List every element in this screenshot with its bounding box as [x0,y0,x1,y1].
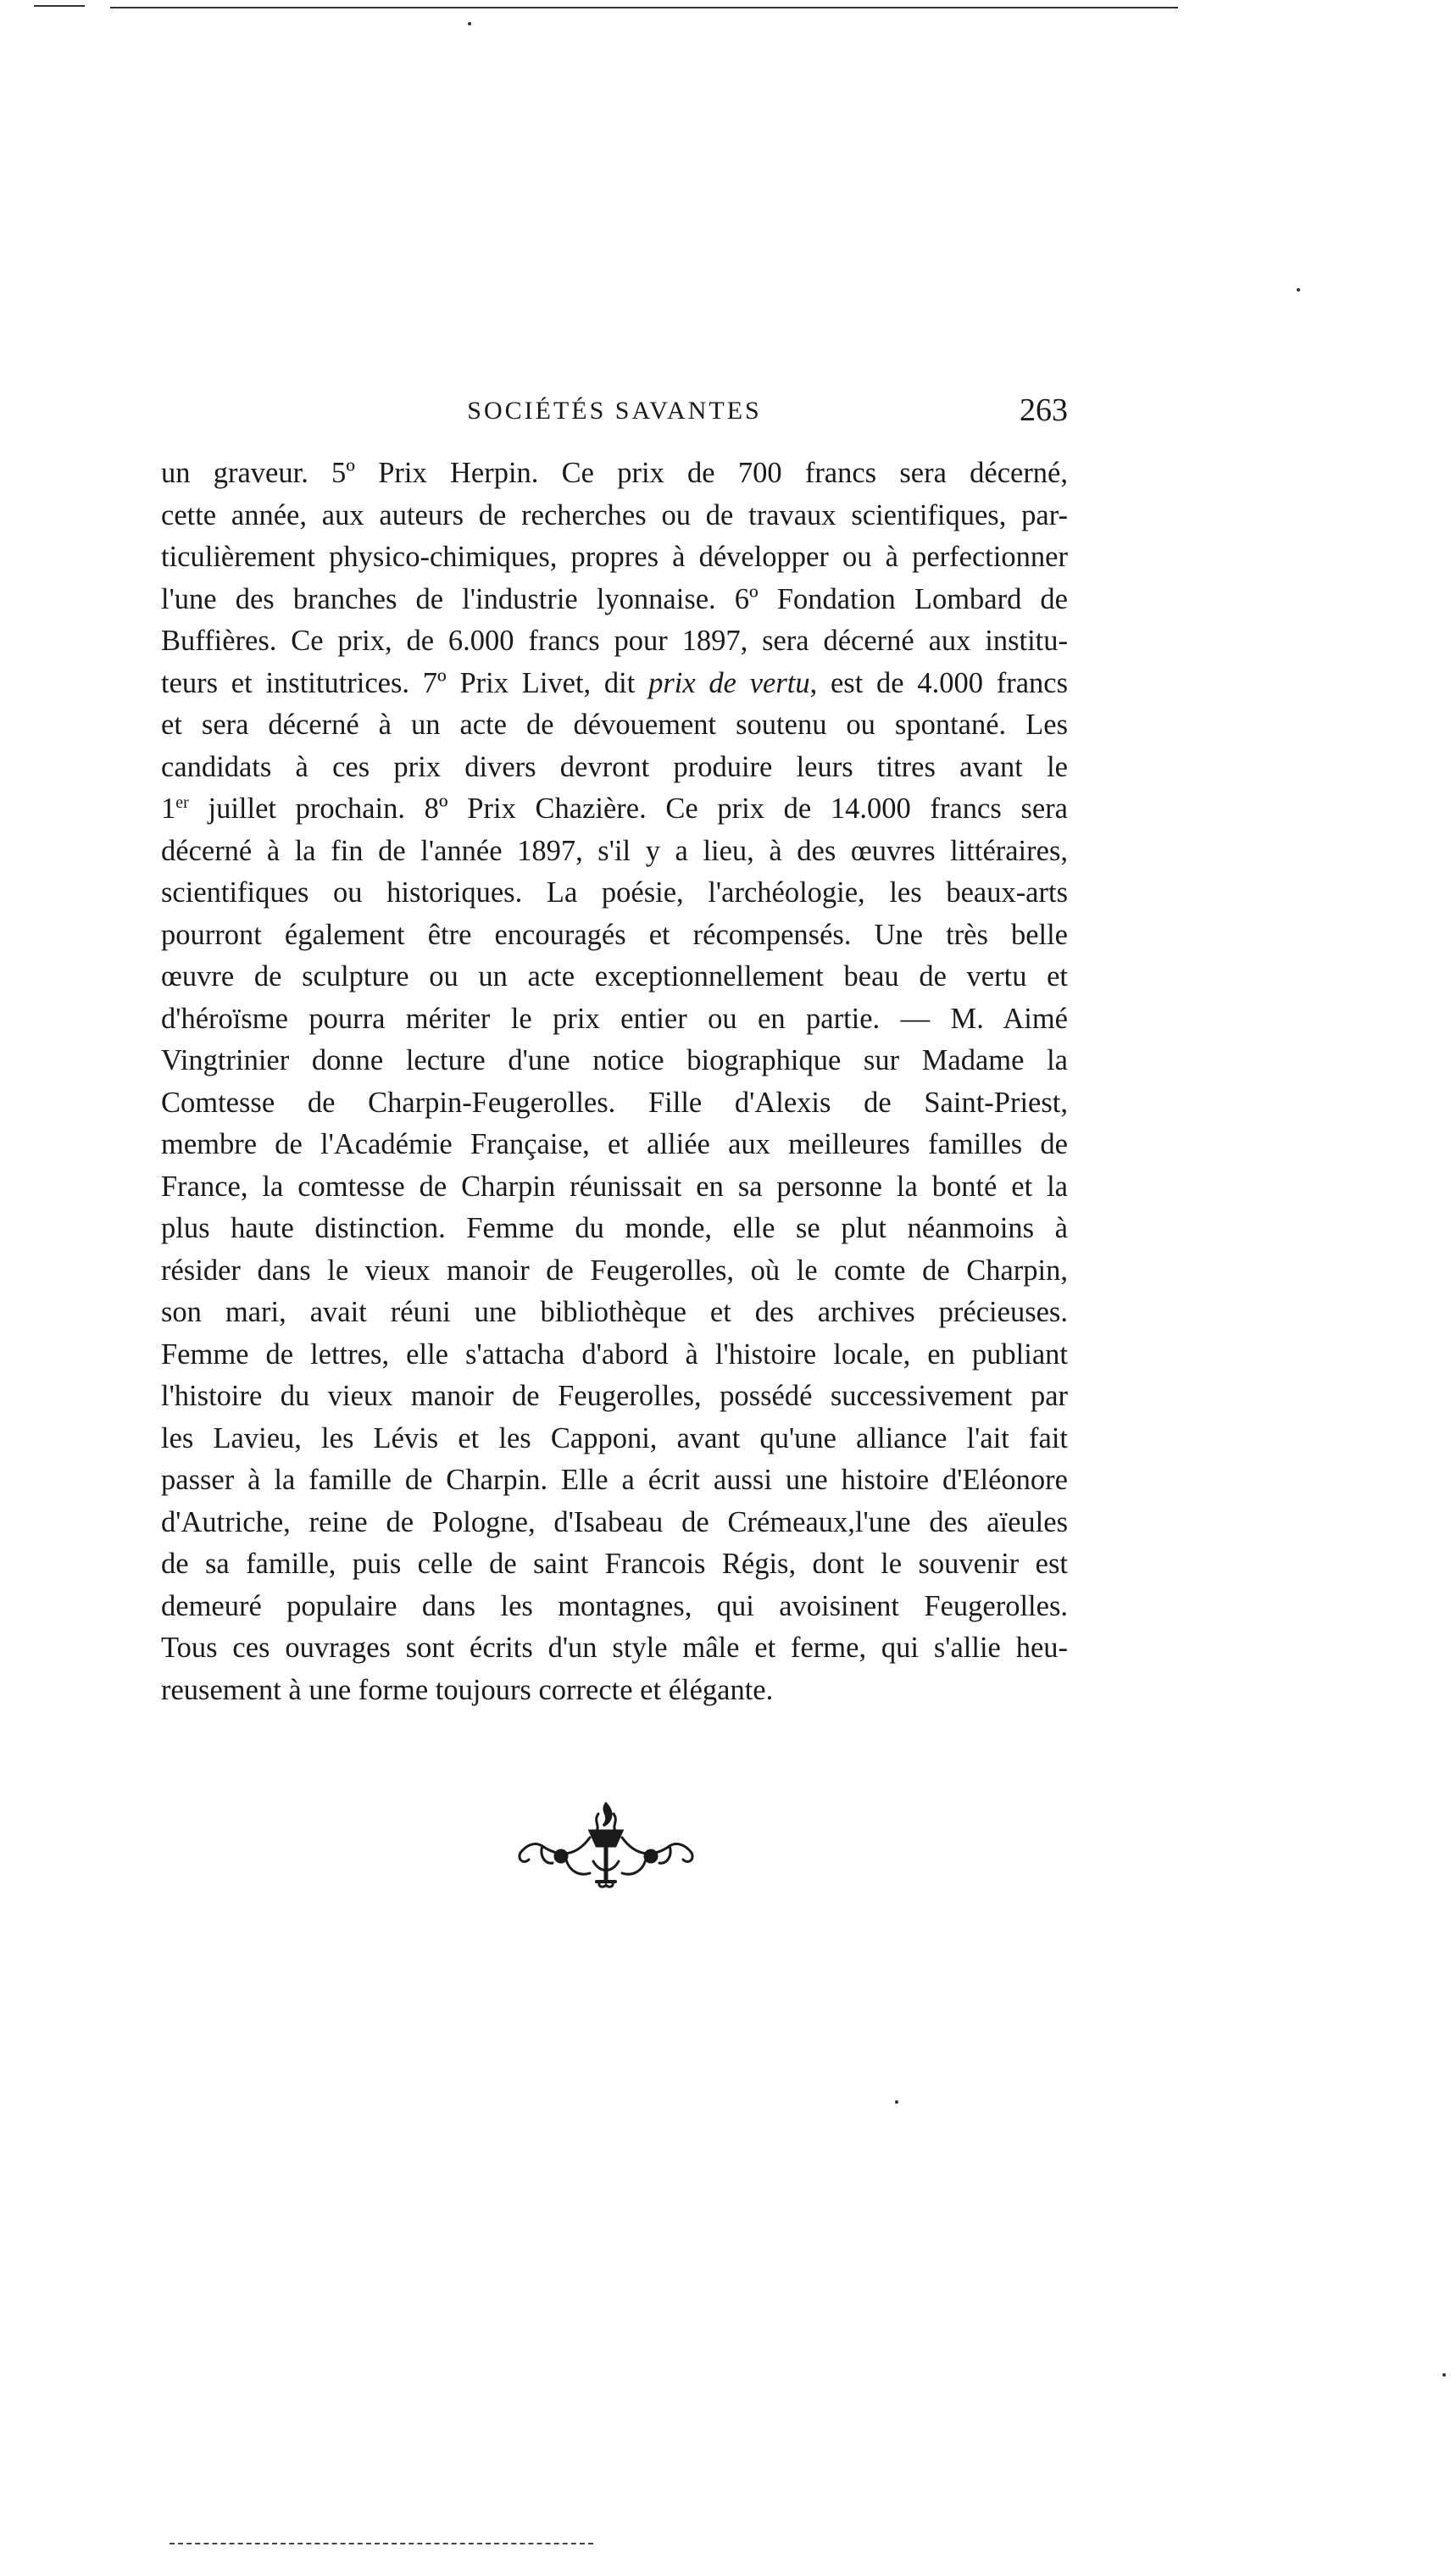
text-line [161,1670,1068,1712]
ornament [508,1797,703,1890]
text-line [161,1627,1068,1670]
torch-garland-fleuron-icon [508,1797,703,1890]
text-line-segment: Buffières. Ce prix, de 6.000 francs pour 1897, sera décerné aux institu- [161,625,1068,657]
text-line-segment: juillet prochain. 8º Prix Chazière. Ce prix de 14.000 francs sera [188,792,1068,825]
text-line [161,1208,1068,1250]
text-line-segment: Femme de lettres, elle s'attacha d'abord à l'histoire locale, en publiant [161,1337,1068,1371]
scan-speck [895,2100,898,2104]
text-line-segment: Vingtrinier donne lecture d'une notice biographique sur Madame la [161,1044,1068,1076]
italic-phrase: prix de vertu [648,666,810,699]
text-line [161,956,1068,998]
text-line-segment: passer à la famille de Charpin. Elle a écrit aussi une histoire d'Eléonore [161,1464,1068,1496]
text-line-segment: France, la comtesse de Charpin réunissait en sa personne la bonté et la [161,1170,1068,1203]
superscript: er [175,793,189,812]
text-line [161,1040,1068,1082]
text-line-segment: 1 [161,792,176,825]
text-line [161,1460,1068,1502]
text-line-segment: ticulièrement physico-chimiques, propres à développer ou à perfectionner [161,541,1068,573]
text-line [161,831,1068,873]
body-text [161,453,1068,1711]
page-number: 263 [1020,392,1068,428]
running-title: SOCIÉTÉS SAVANTES [467,397,762,425]
text-line [161,747,1068,789]
scan-speck [1297,288,1300,292]
text-line-segment: décerné à la fin de l'année 1897, s'il y a lieu, à des œuvres littéraires, [161,834,1068,867]
text-line [161,872,1068,915]
running-head [161,392,1068,442]
text-line-segment: d'héroïsme pourra mériter le prix entier ou en partie. — M. Aimé [161,1002,1068,1035]
text-line-segment: Comtesse de Charpin-Feugerolles. Fille d'Alexis de Saint-Priest, [161,1086,1068,1119]
text-line-segment: œuvre de sculpture ou un acte exceptionnellement beau de vertu et [161,960,1068,993]
text-line-segment: scientifiques ou historiques. La poésie, l'archéologie, les beaux-arts [161,876,1068,909]
text-line-segment: reusement à une forme toujours correcte et élégante. [161,1673,774,1706]
text-line [161,579,1068,621]
text-line-segment: son mari, avait réuni une bibliothèque et des archives précieuses. [161,1296,1068,1328]
text-line [161,998,1068,1041]
text-line [161,663,1068,705]
text-line-segment: l'une des branches de l'industrie lyonnaise. 6º Fondation Lombard de [161,582,1068,615]
scan-edge-rule-bottom [169,2543,593,2544]
scan-edge-rule [110,7,1178,8]
text-line-segment: cette année, aux auteurs de recherches ou de travaux scientifiques, par- [161,498,1068,531]
text-line-segment: et sera décerné à un acte de dévouement soutenu ou spontané. Les [161,709,1068,741]
text-line [161,1586,1068,1628]
text-line [161,1292,1068,1334]
text-line [161,788,1068,831]
text-line [161,1082,1068,1125]
text-line [161,1166,1068,1209]
text-line-segment: l'histoire du vieux manoir de Feugerolles, possédé successivement par [161,1380,1068,1412]
text-line [161,1418,1068,1460]
text-line [161,1376,1068,1418]
text-line-segment: demeuré populaire dans les montagnes, qui avoisinent Feugerolles. [161,1589,1068,1622]
text-line-segment: membre de l'Académie Française, et alliée aux meilleures familles de [161,1128,1068,1160]
text-line-segment: résider dans le vieux manoir de Feugerolles, où le comte de Charpin, [161,1254,1068,1287]
text-line-segment: teurs et institutrices. 7º Prix Livet, dit [161,666,649,699]
text-line [161,1334,1068,1376]
text-line-segment: plus haute distinction. Femme du monde, elle se plut néanmoins à [161,1212,1068,1244]
text-line-segment: les Lavieu, les Lévis et les Capponi, avant qu'une alliance l'ait fait [161,1421,1068,1454]
text-line [161,1502,1068,1544]
text-line [161,1250,1068,1293]
scan-speck [1442,2373,1446,2377]
scan-edge-mark [34,5,85,7]
text-line-segment: pourront également être encouragés et récompensés. Une très belle [161,918,1068,951]
text-line-segment: un graveur. 5º Prix Herpin. Ce prix de 700 francs sera décerné, [161,457,1068,489]
text-line-segment: , est de 4.000 francs [809,666,1068,699]
text-line-segment: Tous ces ouvrages sont écrits d'un style mâle et ferme, qui s'allie heu- [161,1632,1068,1664]
text-line-segment: d'Autriche, reine de Pologne, d'Isabeau de Crémeaux,l'une des aïeules [161,1505,1068,1538]
text-line [161,1543,1068,1586]
text-line [161,915,1068,957]
text-line [161,620,1068,663]
text-line-segment: de sa famille, puis celle de saint Francois Régis, dont le souvenir est [161,1548,1068,1580]
text-line [161,453,1068,495]
scan-speck [468,22,471,25]
text-line [161,704,1068,747]
text-line-segment: candidats à ces prix divers devront produire leurs titres avant le [161,750,1068,783]
text-line [161,495,1068,537]
text-line [161,537,1068,579]
text-line [161,1124,1068,1166]
